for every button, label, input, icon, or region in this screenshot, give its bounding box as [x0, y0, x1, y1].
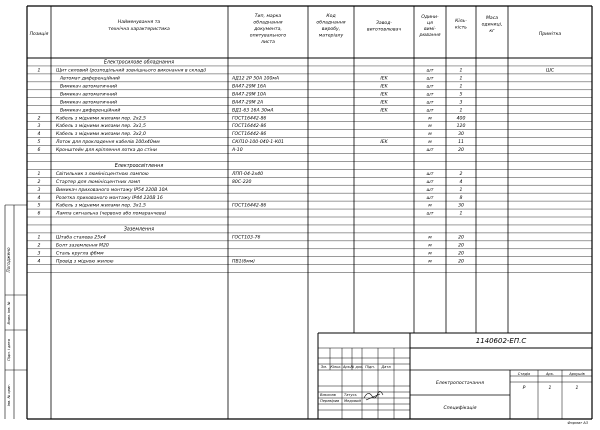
- row-maker: IEK: [380, 84, 388, 90]
- row-unit: м: [428, 203, 432, 209]
- stamp-col-2: Арк.: [342, 365, 352, 369]
- header-code-1: обладнання: [316, 20, 346, 26]
- stage-label-2: Аркушів: [569, 372, 585, 376]
- side-inv2: Взам. інв. №: [7, 301, 11, 325]
- row-position: 1: [37, 68, 41, 74]
- row-maker: IEK: [380, 76, 388, 82]
- developed-label: Виконав: [320, 393, 336, 397]
- side-inv: Інв. № ориг.: [7, 383, 11, 407]
- row-qty: 1: [459, 211, 463, 217]
- row-position: 5: [37, 140, 41, 146]
- row-position: 2: [37, 243, 41, 249]
- row-name: Вимикач прихованого монтажу IP54 220В 10А: [56, 187, 168, 193]
- checked-name: Медовий: [344, 399, 361, 403]
- row-maker: IEK: [380, 108, 388, 114]
- row-qty: 3: [459, 100, 463, 106]
- stamp-col-4: Підп.: [365, 365, 375, 369]
- row-type: ГОСТ16442-86: [232, 124, 267, 130]
- row-qty: 5: [459, 92, 463, 98]
- checked-label: Перевірив: [320, 399, 340, 403]
- header-type-2: документа,: [254, 27, 282, 32]
- row-qty: 1: [459, 187, 463, 193]
- stamp-title: Електропостачання: [436, 381, 484, 386]
- row-name: Штаба сталева 25х4: [56, 235, 106, 241]
- row-name: Лампа сигнальна (червоно або помаранчева): [56, 211, 167, 217]
- row-unit: шт: [426, 92, 434, 98]
- row-qty: 8: [459, 195, 463, 201]
- row-type: ВА47-29М 16А: [232, 84, 267, 90]
- row-qty: 11: [458, 140, 464, 146]
- header-mass-1: одиниці,: [481, 22, 503, 28]
- header-unit-2: вимі-: [423, 27, 437, 32]
- row-name: Кабель з мідними жилами пер. 3х1,5: [56, 124, 146, 130]
- row-qty: 1: [459, 108, 463, 114]
- row-type: ВА47-29М 2А: [232, 100, 264, 106]
- row-position: 2: [37, 116, 41, 122]
- section-title: Електросилове обладнання: [103, 60, 175, 66]
- row-unit: шт: [426, 195, 434, 201]
- header-unit-1: ця: [427, 21, 433, 26]
- header-type-1: обладнання: [253, 20, 283, 26]
- row-type: АД12 2P 50А 100мА: [232, 76, 280, 82]
- row-name: Сталь кругла ф6мм: [56, 251, 104, 257]
- header-type-4: листа: [261, 40, 275, 45]
- header-code-2: виробу,: [321, 27, 341, 32]
- developed-name: Татусь: [344, 393, 357, 397]
- row-position: 6: [37, 148, 41, 154]
- row-unit: шт: [426, 171, 434, 177]
- header-qty-0: Кіль-: [455, 19, 467, 24]
- row-name: Болт заземлення М20: [56, 243, 109, 249]
- stage-value-1: 1: [548, 386, 552, 391]
- row-note: ШС: [545, 68, 555, 74]
- row-name: Автомат диференційний: [60, 76, 120, 82]
- row-type: ГОСТ16442-86: [232, 203, 267, 209]
- header-mass-0: Маса: [485, 16, 499, 21]
- row-position: 1: [37, 171, 41, 177]
- header-name-1: Найменування та: [117, 20, 161, 25]
- row-position: 1: [37, 235, 41, 241]
- row-unit: шт: [426, 100, 434, 106]
- row-name: Світильник з люмінісцентною лампою: [56, 171, 149, 177]
- row-qty: 20: [458, 243, 464, 249]
- stage-value-0: Р: [522, 386, 526, 391]
- row-unit: шт: [426, 108, 434, 114]
- row-type: ГОСТ103-76: [232, 235, 261, 241]
- row-unit: м: [428, 235, 432, 241]
- header-note: Примітка: [538, 32, 562, 37]
- format-label: Формат А3: [567, 421, 588, 425]
- row-unit: шт: [426, 187, 434, 193]
- row-unit: шт: [426, 211, 434, 217]
- row-name: Щит силовий (розподільний зовнішнього виконання в складі): [56, 68, 207, 74]
- row-qty: 20: [458, 148, 464, 154]
- row-name: Кабель з мідними жилами пер. 2х2,5: [56, 116, 146, 122]
- row-qty: 20: [458, 259, 464, 265]
- row-type: А-10: [232, 148, 243, 154]
- header-maker-1: виготовлювач: [366, 27, 402, 33]
- row-qty: 2: [459, 171, 463, 177]
- row-name: Вимикач автоматичний: [60, 100, 117, 106]
- row-name: Розетка прихованого монтажу IP44 220В 16: [56, 195, 163, 201]
- row-type: 80С-220: [232, 179, 252, 185]
- row-position: 2: [37, 179, 41, 185]
- header-type-0: Тип, марка: [254, 14, 282, 19]
- row-type: ГОСТ16442-86: [232, 132, 267, 138]
- row-qty: 20: [458, 251, 464, 257]
- row-qty: 400: [456, 116, 466, 122]
- header-code-3: матеріалу: [318, 33, 344, 39]
- row-type: ВД1-63 16А 30мА: [232, 108, 274, 114]
- row-unit: шт: [426, 68, 434, 74]
- row-type: ПВ1(6мм): [232, 259, 255, 265]
- row-name: Вимикач диференційний: [60, 108, 121, 114]
- row-qty: 20: [458, 235, 464, 241]
- row-qty: 30: [458, 132, 464, 138]
- header-unit-3: рювання: [419, 33, 441, 38]
- stamp-col-3: № док.: [350, 365, 364, 369]
- section-title: Електроосвітлення: [114, 163, 164, 169]
- row-type: ГОСТ16442-86: [232, 116, 267, 122]
- row-name: Провід з мідною жилою: [56, 259, 114, 265]
- row-qty: 30: [458, 203, 464, 209]
- row-position: 5: [37, 203, 41, 209]
- header-mass-2: кг: [489, 29, 495, 34]
- row-unit: м: [428, 132, 432, 138]
- row-name: Вимикач автоматичний: [60, 92, 117, 98]
- header-name-2: технічна характеристика: [108, 27, 170, 32]
- header-position: Позиція: [29, 32, 49, 37]
- header-unit-0: Одини-: [421, 15, 439, 20]
- row-unit: шт: [426, 84, 434, 90]
- row-maker: IEK: [380, 92, 388, 98]
- row-position: 3: [37, 251, 41, 257]
- signature-mark: [364, 391, 383, 400]
- row-position: 3: [37, 124, 41, 130]
- row-name: Лоток для прокладення кабелів 100х40мм: [56, 140, 160, 146]
- row-unit: м: [428, 116, 432, 122]
- row-maker: IEK: [380, 100, 388, 106]
- row-type: СКЛ10-100-040-1-К01: [232, 140, 284, 146]
- row-position: 4: [37, 259, 41, 265]
- row-unit: м: [428, 251, 432, 257]
- row-name: Кронштейн для кріплення лотка до стіни: [56, 148, 157, 154]
- row-qty: 4: [459, 179, 463, 185]
- document-code: 1140602-ЕП.С: [475, 337, 527, 345]
- row-name: Кабель з мідними жилами пер. 3х2,0: [56, 132, 146, 138]
- side-agreed: Погоджено: [6, 247, 11, 273]
- row-qty: 1: [459, 84, 463, 90]
- row-unit: шт: [426, 76, 434, 82]
- row-qty: 1: [459, 68, 463, 74]
- stamp-col-5: Дата: [381, 365, 391, 369]
- section-title: Заземлення: [123, 227, 155, 233]
- row-qty: 120: [456, 124, 466, 130]
- row-unit: м: [428, 243, 432, 249]
- stage-value-2: 1: [575, 386, 579, 391]
- row-unit: шт: [426, 148, 434, 154]
- row-type: ВА47-29М 10А: [232, 92, 267, 98]
- stage-label-1: Арк.: [545, 372, 555, 376]
- header-code-0: Код: [326, 14, 336, 19]
- row-maker: IEK: [380, 140, 388, 146]
- row-position: 6: [37, 211, 41, 217]
- row-unit: шт: [426, 179, 434, 185]
- row-qty: 1: [459, 76, 463, 82]
- row-position: 4: [37, 195, 41, 201]
- row-name: Кабель з мідними жилами пер. 3х1,5: [56, 203, 146, 209]
- header-maker-0: Завод-: [375, 21, 393, 26]
- row-unit: м: [428, 124, 432, 130]
- side-sign: Підп. і дата: [7, 339, 11, 361]
- stamp-col-0: Зм.: [320, 365, 328, 369]
- row-unit: м: [428, 140, 432, 146]
- header-qty-1: кість: [455, 25, 467, 31]
- row-position: 3: [37, 187, 41, 193]
- stamp-col-1: Кільк.: [330, 365, 342, 369]
- stamp-subtitle: Специфікація: [443, 406, 477, 411]
- row-position: 4: [37, 132, 41, 138]
- header-type-3: опитувального: [249, 33, 287, 39]
- row-type: ЛПП-04-2х40: [232, 171, 264, 177]
- row-name: Стартер для люмінісцентних ламп: [56, 179, 141, 185]
- row-name: Вимикач автоматичний: [60, 84, 117, 90]
- row-unit: м: [428, 259, 432, 265]
- stage-label-0: Стадія: [517, 372, 531, 376]
